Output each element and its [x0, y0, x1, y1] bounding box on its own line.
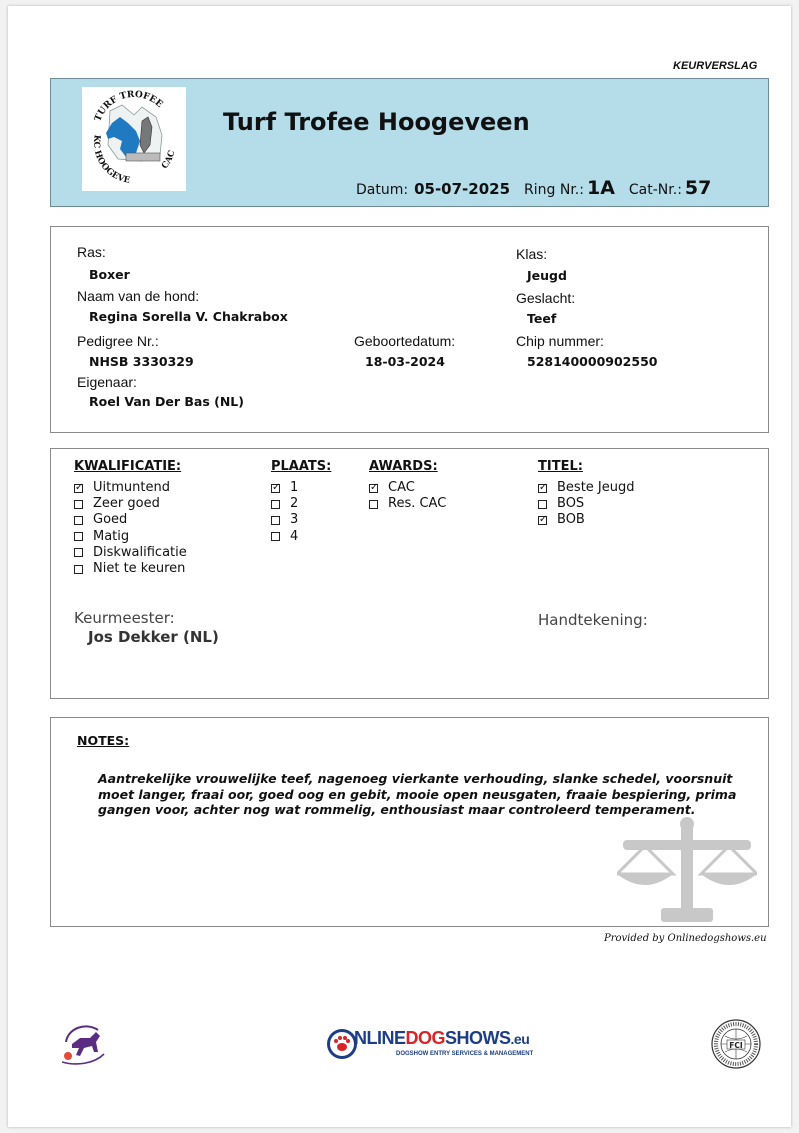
kwalificatie-options — [74, 480, 187, 577]
option-label: Zeer goed — [93, 496, 160, 512]
naam-label: Naam van de hond: — [77, 288, 200, 304]
qualification-box — [50, 448, 769, 699]
ods-text-suffix: .eu — [510, 1031, 530, 1047]
ras-label: Ras: — [77, 244, 106, 260]
checkbox-empty-icon[interactable] — [271, 500, 280, 509]
checkbox-empty-icon[interactable] — [74, 532, 83, 541]
geslacht-value: Teef — [527, 311, 557, 326]
option-label: Uitmuntend — [93, 480, 170, 495]
option-item — [271, 529, 298, 545]
titel-heading: TITEL: — [538, 459, 583, 474]
svg-text:TURF TROFEE: TURF TROFEE — [93, 89, 165, 124]
option-item — [74, 529, 187, 545]
checkbox-empty-icon[interactable] — [74, 500, 83, 509]
plaats-heading: PLAATS: — [271, 459, 332, 474]
cat-value: 57 — [684, 177, 712, 199]
option-label: Beste Jeugd — [557, 480, 635, 495]
option-label: Res. CAC — [388, 496, 447, 512]
ods-text-shows: SHOWS — [445, 1028, 511, 1048]
report-page — [8, 6, 791, 1127]
checkbox-checked-icon[interactable] — [271, 484, 280, 493]
option-item — [74, 496, 187, 512]
club-logo — [82, 87, 186, 191]
checkbox-checked-icon[interactable] — [538, 516, 547, 525]
datum-value: 05-07-2025 — [414, 180, 511, 198]
ods-logo-text — [354, 1028, 529, 1049]
checkbox-empty-icon[interactable] — [271, 532, 280, 541]
notes-heading: NOTES: — [77, 733, 130, 748]
naam-value: Regina Sorella V. Chakrabox — [89, 309, 288, 324]
running-dog-logo-icon — [58, 1018, 108, 1066]
ods-logo-subtitle: DOGSHOW ENTRY SERVICES & MANAGEMENT — [396, 1051, 534, 1057]
option-item — [271, 512, 298, 528]
eigenaar-value: Roel Van Der Bas (NL) — [89, 394, 244, 409]
option-item — [74, 545, 187, 561]
checkbox-empty-icon[interactable] — [538, 500, 547, 509]
fci-label: FCI — [729, 1041, 743, 1050]
option-label: BOB — [557, 512, 585, 528]
svg-text:KC HOOGEVEEN: KC HOOGEVE — [91, 134, 131, 186]
option-item — [271, 480, 298, 496]
checkbox-empty-icon[interactable] — [74, 565, 83, 574]
option-label: 1 — [290, 480, 299, 495]
ras-value: Boxer — [89, 267, 130, 282]
titel-options — [538, 480, 635, 529]
awards-heading: AWARDS: — [369, 459, 438, 474]
notes-text: Aantrekelijke vrouwelijke teef, nagenoeg vierkante verhouding, slanke schedel, voorsnuit moet langer, fraai oor, goed oog en gebit, mooie open neusgaten, fraaie bespiering, prima gangen voor, achter nog wat rommelig, enthousiast maar controleerd temperament. — [98, 771, 737, 817]
option-label: CAC — [388, 480, 415, 495]
pedigree-label: Pedigree Nr.: — [77, 333, 159, 349]
handtekening-label: Handtekening: — [538, 611, 648, 629]
option-label: Matig — [93, 528, 130, 544]
checkbox-empty-icon[interactable] — [74, 516, 83, 525]
notes-box — [50, 717, 769, 927]
option-label: Diskwalificatie — [93, 544, 187, 560]
option-label: BOS — [557, 496, 585, 512]
checkbox-empty-icon[interactable] — [74, 548, 83, 557]
kwalificatie-heading: KWALIFICATIE: — [74, 459, 182, 474]
klas-value: Jeugd — [527, 268, 567, 283]
geslacht-label: Geslacht: — [516, 290, 576, 306]
event-title: Turf Trofee Hoogeveen — [223, 108, 530, 136]
ring-value: 1A — [586, 177, 615, 199]
option-item — [369, 496, 446, 512]
checkbox-empty-icon[interactable] — [271, 516, 280, 525]
cat-label: Cat-Nr.: — [628, 182, 682, 198]
option-item — [538, 496, 635, 512]
keurmeester-name: Jos Dekker (NL) — [88, 628, 219, 646]
pedigree-value: NHSB 3330329 — [89, 354, 194, 369]
ring-label: Ring Nr.: — [524, 182, 584, 198]
option-label: Niet te keuren — [93, 561, 186, 577]
scales-of-justice-icon — [617, 816, 757, 926]
checkbox-empty-icon[interactable] — [369, 500, 378, 509]
plaats-options — [271, 480, 298, 545]
event-header — [50, 78, 769, 207]
dog-info-box — [50, 226, 769, 433]
option-label: 2 — [290, 496, 299, 512]
ods-text-dog: DOG — [405, 1028, 446, 1048]
option-item — [538, 480, 635, 496]
option-label: 4 — [290, 528, 299, 544]
option-item — [74, 561, 187, 577]
document-type-label: KEURVERSLAG — [673, 60, 758, 72]
ods-text-nline: NLINE — [354, 1028, 406, 1048]
chip-label: Chip nummer: — [516, 333, 604, 349]
event-meta — [356, 177, 711, 199]
checkbox-checked-icon[interactable] — [538, 484, 547, 493]
option-item — [74, 480, 187, 496]
option-label: 3 — [290, 512, 299, 528]
option-item — [74, 512, 187, 528]
fci-logo-icon — [710, 1018, 762, 1070]
option-item — [538, 512, 635, 528]
chip-value: 528140000902550 — [527, 354, 658, 369]
klas-label: Klas: — [516, 246, 548, 262]
option-label: Goed — [93, 512, 128, 528]
option-item — [271, 496, 298, 512]
eigenaar-label: Eigenaar: — [77, 374, 137, 390]
geboortedatum-label: Geboortedatum: — [354, 333, 456, 349]
geboortedatum-value: 18-03-2024 — [365, 354, 445, 369]
svg-text:CAC: CAC — [160, 149, 178, 172]
keurmeester-label: Keurmeester: — [74, 609, 175, 627]
provided-by: Provided by Onlinedogshows.eu — [604, 933, 767, 944]
checkbox-checked-icon[interactable] — [74, 484, 83, 493]
option-item — [369, 480, 446, 496]
datum-label: Datum: — [356, 182, 409, 198]
awards-options — [369, 480, 446, 512]
checkbox-checked-icon[interactable] — [369, 484, 378, 493]
